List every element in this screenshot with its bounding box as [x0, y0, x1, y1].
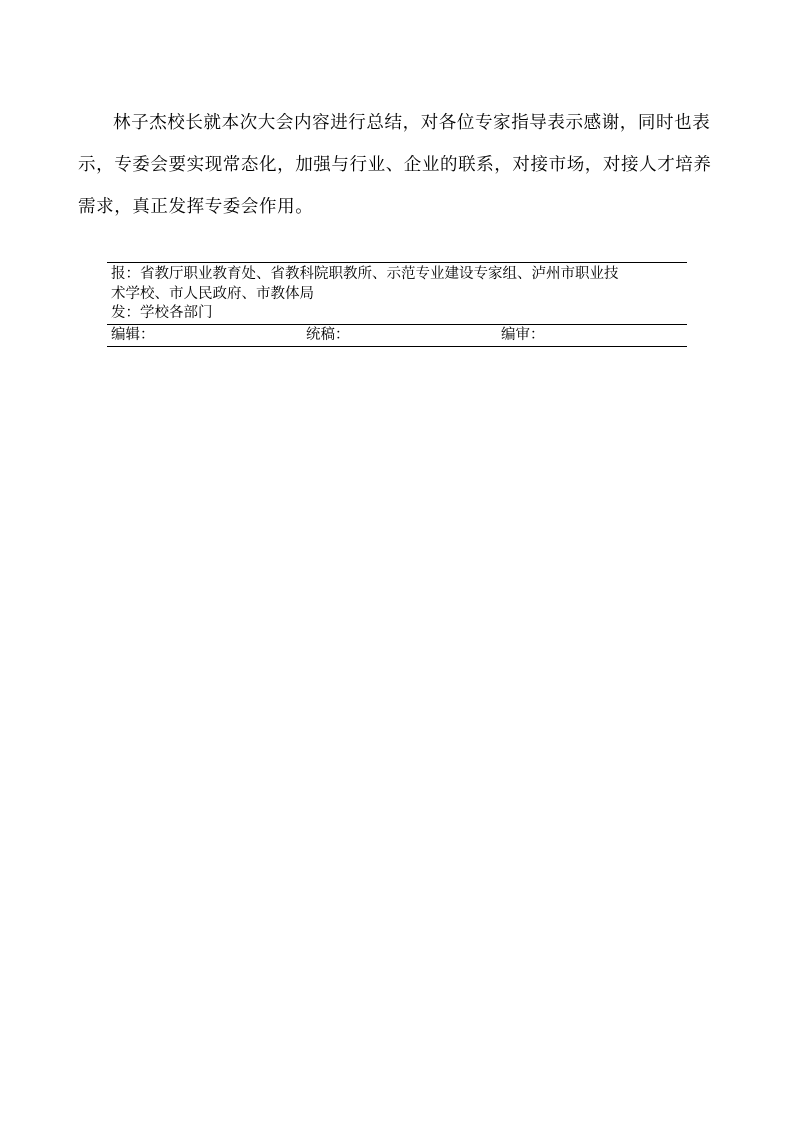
report-to-line-1: 报：省教厅职业教育处、省教科院职教所、示范专业建设专家组、泸州市职业技: [111, 266, 619, 282]
distribution-list: [107, 263, 687, 324]
bottom-divider: [107, 346, 687, 347]
signoff-row: [107, 325, 687, 347]
editor-label: 编辑：: [111, 326, 155, 343]
report-to-line-2: 术学校、市人民政府、市教体局: [111, 285, 314, 302]
closing-paragraph: 林子杰校长就本次大会内容进行总结，对各位专家指导表示感谢，同时也表示，专委会要实现常态化，加强与行业、企业的联系，对接市场，对接人才培养需求，真正发挥专委会作用。: [78, 113, 712, 217]
compiler-label: 统稿：: [306, 326, 350, 343]
send-to-line: 发：学校各部门: [111, 305, 213, 321]
distribution-footer: [107, 262, 687, 347]
reviewer-label: 编审：: [501, 326, 545, 343]
